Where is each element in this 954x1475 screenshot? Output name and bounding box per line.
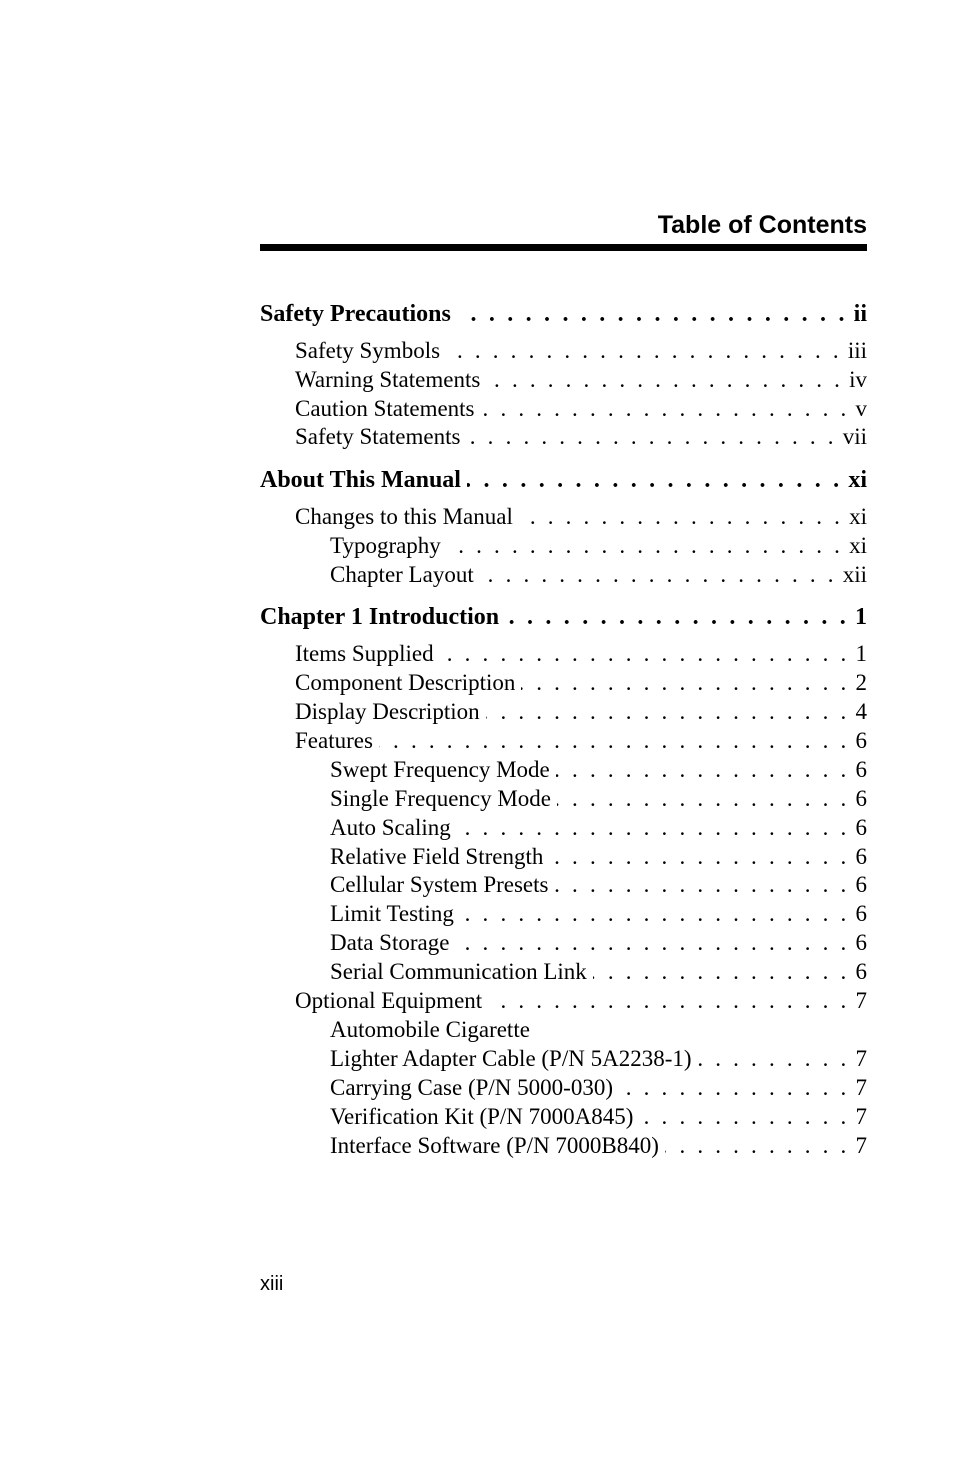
dot-leader (549, 842, 849, 871)
toc-entry-serial-communication-link[interactable] (330, 957, 867, 986)
toc-entry-label: Relative Field Strength (330, 844, 544, 869)
toc-entry-page: 6 (855, 728, 867, 753)
toc-entry-limit-testing[interactable] (330, 899, 867, 928)
toc-entry-page: v (855, 396, 867, 421)
toc-entry-page: 7 (855, 988, 867, 1013)
dot-leader (466, 422, 836, 451)
toc-entry-page: xi (849, 504, 867, 529)
toc-entry-cellular-system-presets[interactable] (330, 870, 867, 899)
toc-entry-safety-precautions[interactable] (260, 300, 867, 329)
dot-leader (480, 560, 837, 589)
toc-entry-label: Caution Statements (295, 396, 475, 421)
toc-entry-label: About This Manual (260, 467, 461, 493)
toc-entry-label: Component Description (295, 670, 516, 695)
toc-entry-about-this-manual[interactable] (260, 466, 867, 495)
toc-entry-page: xi (848, 467, 867, 493)
dot-leader (486, 697, 850, 726)
toc-entry-page: 6 (855, 930, 867, 955)
toc-entry-safety-statements[interactable] (295, 422, 867, 451)
page-title: Table of Contents (657, 211, 867, 239)
toc-entry-label: Serial Communication Link (330, 959, 587, 984)
toc-entry-page: 6 (855, 757, 867, 782)
toc-entry-label: Features (295, 728, 373, 753)
toc-entry-label: Interface Software (P/N 7000B840) (330, 1133, 659, 1158)
toc-entry-page: 7 (855, 1075, 867, 1100)
toc-entry-items-supplied[interactable] (295, 639, 867, 668)
dot-leader (467, 466, 842, 495)
toc-entry-typography[interactable] (330, 531, 867, 560)
toc-entry-page: 2 (855, 670, 867, 695)
dot-leader (440, 639, 850, 668)
dot-leader (593, 957, 850, 986)
toc-entry-label: Lighter Adapter Cable (P/N 5A2238-1) (330, 1046, 692, 1071)
dot-leader (521, 668, 849, 697)
dot-leader (519, 502, 843, 531)
dot-leader (447, 531, 843, 560)
toc-entry-page: 6 (855, 901, 867, 926)
toc-entry-page: 1 (855, 641, 867, 666)
toc-entry-label: Verification Kit (P/N 7000A845) (330, 1104, 634, 1129)
toc-entry-label: Safety Statements (295, 424, 461, 449)
toc-entry-swept-frequency-mode[interactable] (330, 755, 867, 784)
toc-entry-label: Chapter 1 Introduction (260, 604, 500, 630)
toc-entry-page: 6 (855, 844, 867, 869)
toc-entry-label: Cellular System Presets (330, 872, 549, 897)
toc-entry-safety-symbols[interactable] (295, 336, 867, 365)
dot-leader (486, 365, 843, 394)
dot-leader (556, 755, 850, 784)
toc-entry-single-frequency-mode[interactable] (330, 784, 867, 813)
toc-entry-page: ii (853, 301, 867, 327)
toc-entry-label: Data Storage (330, 930, 450, 955)
toc-entry-page: 1 (855, 604, 867, 630)
toc-entry-page: 6 (855, 815, 867, 840)
toc-entry-label: Chapter Layout (330, 562, 474, 587)
dot-leader (639, 1102, 849, 1131)
toc-entry-warning-statements[interactable] (295, 365, 867, 394)
toc-entry-carrying-case[interactable] (330, 1073, 867, 1102)
toc-entry-chapter-1-introduction[interactable] (260, 603, 867, 632)
dot-leader (460, 899, 850, 928)
toc-entry-page: 6 (855, 872, 867, 897)
toc-entry-auto-scaling[interactable] (330, 813, 867, 842)
toc-entry-caution-statements[interactable] (295, 394, 867, 423)
dot-leader (554, 870, 849, 899)
toc-entry-label: Changes to this Manual (295, 504, 513, 529)
toc-entry-verification-kit[interactable] (330, 1102, 867, 1131)
toc-entry-chapter-layout[interactable] (330, 560, 867, 589)
toc-entry-page: vii (842, 424, 867, 449)
dot-leader (457, 813, 850, 842)
toc-entry-automobile-cigarette[interactable]: Automobile Cigarette (330, 1017, 530, 1042)
toc-entry-label: Typography (330, 533, 441, 558)
dot-leader (455, 928, 849, 957)
page-number: xiii (260, 1273, 284, 1295)
toc-entry-data-storage[interactable] (330, 928, 867, 957)
toc-entry-label: Display Description (295, 699, 480, 724)
toc-entry-relative-field-strength[interactable] (330, 842, 867, 871)
dot-leader (665, 1131, 850, 1160)
toc-entry-label: Safety Symbols (295, 338, 441, 363)
toc-entry-display-description[interactable] (295, 697, 867, 726)
toc-entry-page: iv (849, 367, 867, 392)
dot-leader (619, 1073, 850, 1102)
toc-entry-page: xii (842, 562, 867, 587)
toc-entry-label: Swept Frequency Mode (330, 757, 550, 782)
toc-entry-component-description[interactable] (295, 668, 867, 697)
toc-entry-page: 7 (855, 1133, 867, 1158)
toc-entry-features[interactable] (295, 726, 867, 755)
dot-leader (698, 1044, 850, 1073)
toc-entry-page: iii (847, 338, 867, 363)
toc-entry-page: 7 (855, 1046, 867, 1071)
dot-leader (481, 394, 850, 423)
toc-entry-page: xi (849, 533, 867, 558)
toc-entry-page: 7 (855, 1104, 867, 1129)
toc-entry-label: Single Frequency Mode (330, 786, 552, 811)
dot-leader (505, 603, 849, 632)
dot-leader (446, 336, 842, 365)
toc-entry-label: Items Supplied (295, 641, 434, 666)
dot-leader (379, 726, 850, 755)
toc-entry-optional-equipment[interactable] (295, 986, 867, 1015)
dot-leader (557, 784, 849, 813)
dot-leader (457, 300, 848, 329)
toc-entry-page: 6 (855, 786, 867, 811)
toc-entry-label: Carrying Case (P/N 5000-030) (330, 1075, 613, 1100)
toc-entry-label: Auto Scaling (330, 815, 451, 840)
toc-entry-interface-software[interactable] (330, 1131, 867, 1160)
toc-entry-label: Warning Statements (295, 367, 481, 392)
toc-entry-page: 4 (855, 699, 867, 724)
toc-entry-lighter-adapter-cable[interactable] (330, 1044, 867, 1073)
toc-entry-page: 6 (855, 959, 867, 984)
toc-entry-changes-to-this-manual[interactable] (295, 502, 867, 531)
toc-entry-label: Optional Equipment (295, 988, 483, 1013)
toc-entry-label: Safety Precautions (260, 301, 451, 327)
dot-leader (488, 986, 849, 1015)
toc-entry-label: Limit Testing (330, 901, 454, 926)
